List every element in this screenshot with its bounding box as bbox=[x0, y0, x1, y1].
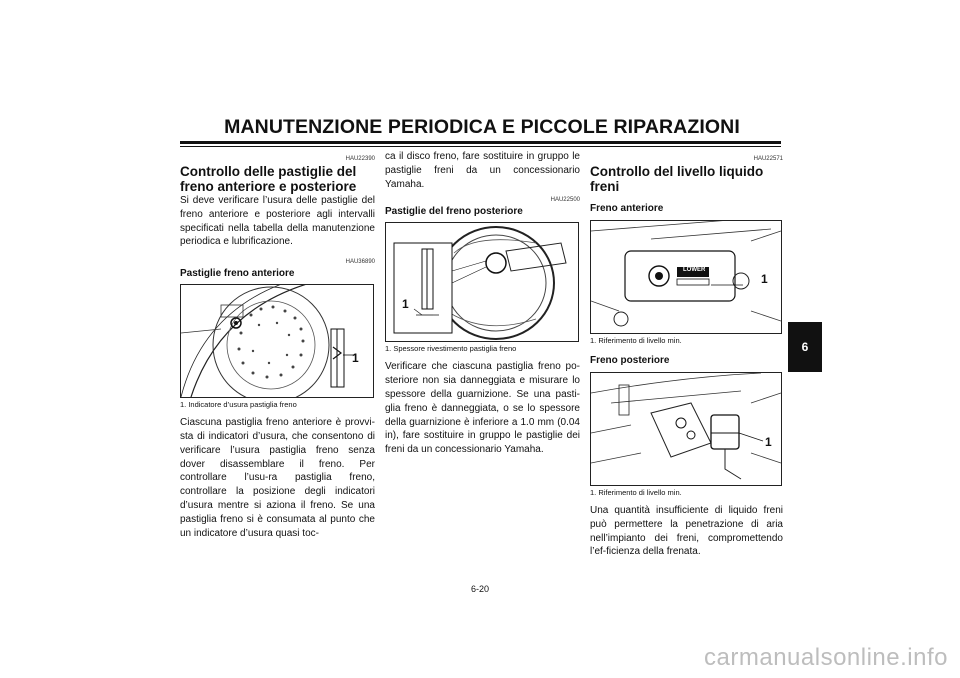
rear-brake-figure bbox=[385, 222, 579, 342]
body-paragraph: Una quantità insufficiente di liquido freni può permettere la penetrazione di aria nell’impianto dei freni, compromettendo l’ef-ficienza della frenata. bbox=[590, 505, 783, 558]
section-code: HAU22571 bbox=[753, 156, 783, 162]
figure-label: 1 bbox=[765, 435, 772, 449]
front-brake-illustration bbox=[181, 285, 373, 397]
figure-caption: 1. Indicatore d’usura pastiglia freno bbox=[180, 400, 297, 410]
continuation-paragraph: ca il disco freno, fare sostituire in gruppo le pastiglie freni da un concessionario Yamaha. bbox=[385, 151, 580, 190]
intro-paragraph: Si deve verificare l’usura delle pastiglie del freno anteriore e posteriore agli intervalli specificati nella tabella della manutenzione periodica e lubrificazione. bbox=[180, 195, 375, 248]
subsection-heading: Pastiglie freno anteriore bbox=[180, 268, 295, 280]
rear-reservoir-figure bbox=[590, 372, 782, 486]
body-paragraph: Ciascuna pastiglia freno anteriore è provvi-sta di indicatori d’usura, che consentono di verificare l’usura pastiglia freno senza dover disassemblare il freno. Per controllare l’usu-ra pastiglia freno, controllare la posizione degli indicatori d’usura mentre si aziona il freno. Se una pastiglia freno si è consumata al punto che un indicatore d’usura quasi toc- bbox=[180, 417, 375, 539]
subsection-heading-front: Freno anteriore bbox=[590, 203, 664, 214]
figure-caption: 1. Riferimento di livello min. bbox=[590, 336, 682, 345]
subsection-code: HAU36890 bbox=[345, 259, 375, 266]
header-rule bbox=[180, 141, 781, 144]
front-reservoir-figure bbox=[590, 220, 782, 334]
figure-label: 1 bbox=[761, 272, 768, 286]
front-reservoir-illustration bbox=[591, 221, 781, 333]
figure-caption: 1. Riferimento di livello min. bbox=[590, 488, 682, 497]
subsection-code: HAU22500 bbox=[550, 197, 580, 204]
lower-mark-tag: LOWER bbox=[683, 267, 706, 273]
page-number: 6-20 bbox=[470, 584, 489, 594]
subsection-heading: Pastiglie del freno posteriore bbox=[385, 206, 523, 218]
section-heading: Controllo del livello liquido freni bbox=[590, 164, 764, 194]
section-code: HAU22390 bbox=[345, 156, 375, 162]
header-rule-thin bbox=[180, 146, 781, 147]
column-brake-fluid bbox=[590, 150, 783, 559]
watermark-text: carmanualsonline.info bbox=[704, 644, 948, 671]
rear-brake-illustration bbox=[386, 223, 578, 341]
figure-label: 1 bbox=[352, 351, 359, 366]
subsection-heading-rear: Freno posteriore bbox=[590, 355, 670, 366]
column-rear-pads bbox=[385, 150, 580, 457]
body-paragraph: Verificare che ciascuna pastiglia freno po-steriore non sia danneggiata e misurare lo spessore della guarnizione. Se una pasti-glia freno è danneggiata, o se lo spessore della guarnizione è inferiore a 1.0 mm (0.04 in), fare sostituire in gruppo le pastiglie dei freni da un concessionario Yamaha. bbox=[385, 361, 580, 456]
rear-reservoir-illustration bbox=[591, 373, 781, 485]
page-header-title: MANUTENZIONE PERIODICA E PICCOLE RIPARAZIONI bbox=[224, 116, 740, 138]
chapter-tab: 6 bbox=[788, 322, 822, 372]
figure-caption: 1. Spessore rivestimento pastiglia freno bbox=[385, 344, 517, 354]
figure-label: 1 bbox=[402, 297, 409, 312]
section-heading: Controllo delle pastiglie del freno anteriore e posteriore bbox=[180, 164, 357, 194]
front-brake-figure bbox=[180, 284, 374, 398]
column-front-pads bbox=[180, 150, 375, 540]
